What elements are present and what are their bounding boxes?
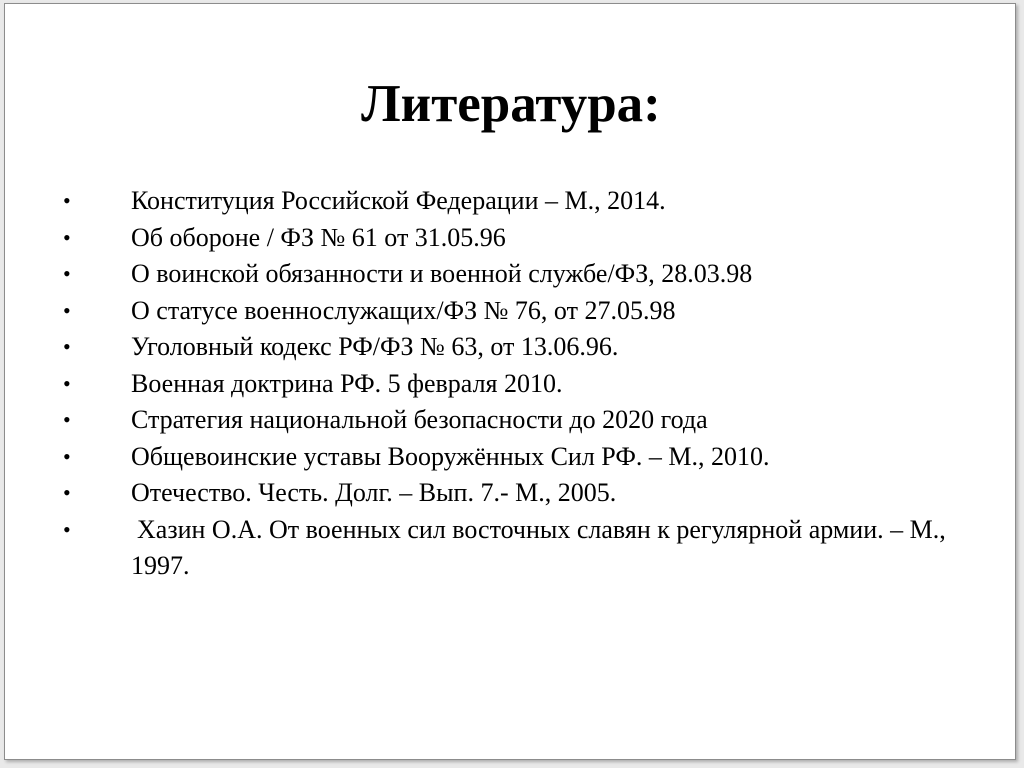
list-item-text: О статусе военнослужащих/ФЗ № 76, от 27.05.98 (131, 295, 676, 325)
list-item-text: Военная доктрина РФ. 5 февраля 2010. (131, 368, 563, 398)
literature-list (5, 183, 1017, 585)
list-item (5, 475, 1017, 512)
bullet-icon: • (63, 297, 71, 323)
list-item (5, 439, 1017, 476)
list-item (5, 220, 1017, 257)
list-item-text: Хазин О.А. От военных сил восточных славян к регулярной армии. – М., 1997. (131, 514, 946, 580)
bullet-icon: • (63, 224, 71, 250)
list-item-text: Общевоинские уставы Вооружённых Сил РФ. – М., 2010. (131, 441, 770, 471)
bullet-icon: • (63, 407, 71, 432)
list-item (5, 293, 1017, 330)
list-item-text: Конституция Российской Федерации – М., 2014. (131, 186, 666, 215)
list-item (5, 329, 1017, 366)
bullet-icon: • (63, 188, 71, 213)
bullet-icon: • (63, 516, 71, 542)
bullet-icon: • (63, 261, 71, 286)
list-item (5, 402, 1017, 439)
list-item (5, 256, 1017, 293)
list-item-text: Об обороне / ФЗ № 61 от 31.05.96 (131, 222, 506, 252)
list-item-text: Отечество. Честь. Долг. – Вып. 7.- М., 2005. (131, 478, 617, 507)
bullet-icon: • (63, 334, 71, 359)
list-item (5, 366, 1017, 403)
list-item-text: О воинской обязанности и военной службе/ФЗ, 28.03.98 (131, 259, 753, 288)
slide-title: Литература: (361, 75, 661, 133)
bullet-icon: • (63, 480, 71, 505)
bullet-icon: • (63, 370, 71, 396)
list-item (5, 512, 1017, 585)
bullet-icon: • (63, 443, 71, 469)
list-item (5, 183, 1017, 220)
slide (4, 3, 1016, 760)
list-item-text: Уголовный кодекс РФ/ФЗ № 63, от 13.06.96. (131, 332, 619, 361)
list-item-text: Стратегия национальной безопасности до 2020 года (131, 405, 708, 434)
